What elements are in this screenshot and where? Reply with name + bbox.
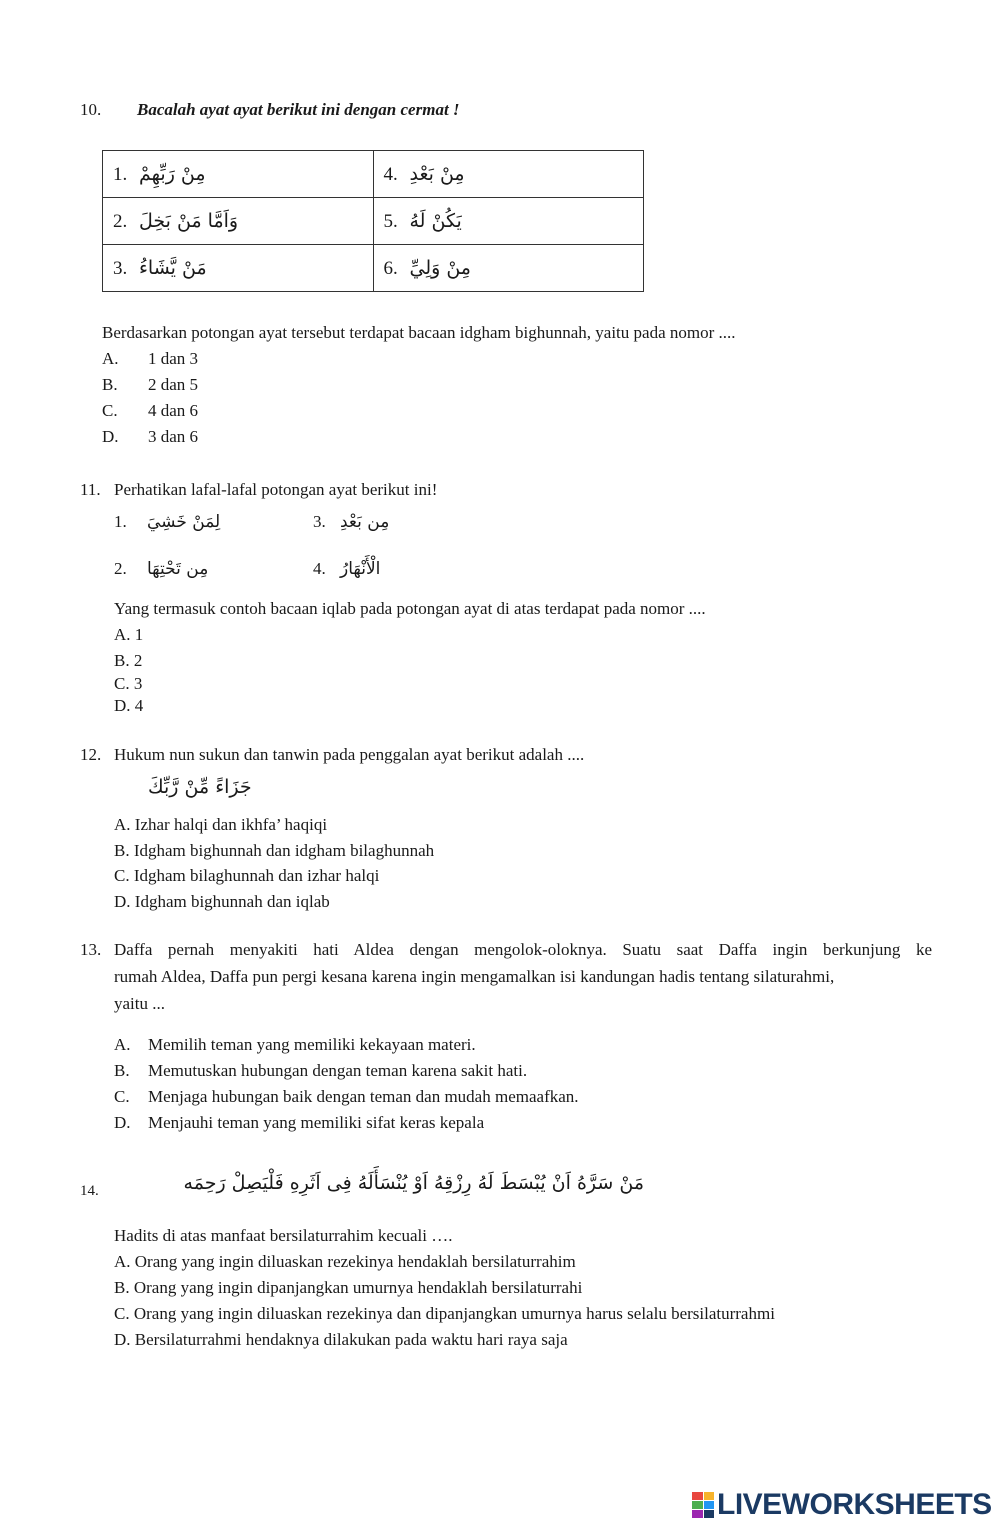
q10-option-b[interactable] — [102, 375, 198, 395]
option-text: Menjaga hubungan baik dengan teman dan mudah memaafkan. — [148, 1087, 579, 1106]
option-letter: B. — [114, 1061, 130, 1080]
table-cell — [373, 151, 644, 198]
cell-number: 2. — [113, 210, 128, 232]
q11-prompt: Perhatikan lafal-lafal potongan ayat berikut ini! — [114, 480, 438, 499]
cell-arabic: مَنْ يَّشَاءُ — [139, 256, 207, 279]
item-number: 2. — [114, 559, 127, 578]
item-arabic: مِن بَعْدِ — [340, 512, 390, 532]
q12-option-c[interactable]: C. Idgham bilaghunnah dan izhar halqi — [114, 866, 380, 885]
q14-option-d[interactable]: D. Bersilaturrahmi hendaknya dilakukan pada waktu hari raya saja — [114, 1330, 568, 1349]
logo-block — [692, 1492, 703, 1500]
q13-option-c[interactable] — [114, 1087, 579, 1107]
table-cell — [103, 198, 374, 245]
q12-prompt: Hukum nun sukun dan tanwin pada penggalan ayat berikut adalah .... — [114, 745, 585, 764]
q12-arabic: جَزَاءً مِّنْ رَّبِّكَ — [148, 776, 252, 798]
cell-number: 1. — [113, 163, 128, 185]
cell-arabic: مِنْ بَعْدِ — [409, 162, 465, 185]
option-text: 3 dan 6 — [148, 427, 199, 446]
item-arabic: لِمَنْ خَشِيَ — [147, 512, 221, 532]
cell-arabic: وَاَمَّا مَنْ بَخِلَ — [139, 209, 239, 232]
q14-number: 14. — [80, 1183, 99, 1199]
logo-block — [704, 1501, 715, 1509]
option-text: Memutuskan hubungan dengan teman karena sakit hati. — [148, 1061, 528, 1080]
item-number: 3. — [313, 512, 326, 531]
liveworksheets-logo[interactable] — [692, 1487, 992, 1523]
table-cell — [373, 245, 644, 292]
q10-option-c[interactable] — [102, 401, 198, 421]
q10-arabic-table — [102, 150, 644, 292]
table-row — [103, 245, 644, 292]
q14-option-b[interactable]: B. Orang yang ingin dipanjangkan umurnya hendaklah bersilaturrahi — [114, 1278, 583, 1297]
cell-number: 3. — [113, 257, 128, 279]
q13-number: 13. — [80, 940, 102, 959]
q10-question: Berdasarkan potongan ayat tersebut terdapat bacaan idgham bighunnah, yaitu pada nomor .... — [102, 323, 736, 342]
option-letter: C. — [114, 1087, 130, 1106]
q12-number: 12. — [80, 745, 102, 764]
cell-number: 6. — [383, 257, 398, 279]
option-text: Memilih teman yang memiliki kekayaan materi. — [148, 1035, 476, 1054]
q13-line-3: yaitu ... — [114, 994, 165, 1013]
q12-option-d[interactable]: D. Idgham bighunnah dan iqlab — [114, 892, 330, 911]
q11-number: 11. — [80, 480, 101, 499]
q12-option-a[interactable]: A. Izhar halqi dan ikhfa’ haqiqi — [114, 815, 328, 834]
q13-line-2: rumah Aldea, Daffa pun pergi kesana karena ingin mengamalkan isi kandungan hadis tentang silaturahmi, — [114, 967, 835, 986]
liveworksheets-logo-icon — [692, 1492, 714, 1518]
q14-option-c[interactable]: C. Orang yang ingin diluaskan rezekinya dan dipanjangkan umurnya harus selalu bersilaturrahmi — [114, 1304, 775, 1323]
q14-question: Hadits di atas manfaat bersilaturrahim kecuali …. — [114, 1226, 453, 1245]
cell-number: 5. — [383, 210, 398, 232]
logo-block — [692, 1501, 703, 1509]
option-letter: A. — [102, 349, 119, 368]
q11-option-d[interactable]: D. 4 — [114, 696, 144, 715]
q10-option-d[interactable] — [102, 427, 198, 447]
option-text: Menjauhi teman yang memiliki sifat keras kepala — [148, 1113, 485, 1132]
option-letter: A. — [114, 1035, 131, 1054]
cell-arabic: يَكُنْ لَهُ — [409, 209, 462, 232]
q13-option-b[interactable] — [114, 1061, 527, 1081]
option-letter: D. — [102, 427, 119, 446]
table-cell — [373, 198, 644, 245]
q11-option-b[interactable]: B. 2 — [114, 651, 143, 670]
logo-text: LIVEWORKSHEETS — [717, 1488, 992, 1521]
item-arabic: الْأَنْهَارُ — [340, 559, 381, 579]
option-text: 4 dan 6 — [148, 401, 199, 420]
item-arabic: مِن تَحْتِهَا — [147, 559, 209, 579]
q14-option-a[interactable]: A. Orang yang ingin diluaskan rezekinya hendaklah bersilaturrahim — [114, 1252, 576, 1271]
cell-number: 4. — [383, 163, 398, 185]
q11-item-1 — [114, 512, 220, 532]
cell-arabic: مِنْ رَبِّهِمْ — [139, 162, 206, 185]
q11-question: Yang termasuk contoh bacaan iqlab pada potongan ayat di atas terdapat pada nomor .... — [114, 599, 706, 618]
q10-option-a[interactable] — [102, 349, 198, 369]
logo-block — [692, 1510, 703, 1518]
cell-arabic: مِنْ وَلِيِّ — [409, 256, 471, 279]
option-letter: B. — [102, 375, 118, 394]
q11-item-3 — [313, 512, 389, 532]
q14-arabic: مَنْ سَرَّهُ اَنْ يُبْسَطَ لَهُ رِزْقِهُ اَوْ يُنْسَأَلَهُ فِى اَثَرِهِ فَلْيَصِلْ رَحِمَه — [183, 1172, 644, 1194]
table-cell — [103, 151, 374, 198]
option-letter: D. — [114, 1113, 131, 1132]
item-number: 4. — [313, 559, 326, 578]
option-letter: C. — [102, 401, 118, 420]
q13-line-1: Daffa pernah menyakiti hati Aldea dengan mengolok-oloknya. Suatu saat Daffa ingin berkunjung ke — [114, 940, 932, 959]
logo-block — [704, 1510, 715, 1518]
q13-option-d[interactable] — [114, 1113, 484, 1133]
q13-option-a[interactable] — [114, 1035, 476, 1055]
q11-item-4 — [313, 559, 380, 579]
option-text: 2 dan 5 — [148, 375, 199, 394]
q10-number: 10. — [80, 100, 102, 119]
item-number: 1. — [114, 512, 127, 531]
logo-block — [704, 1492, 715, 1500]
q10-instruction: Bacalah ayat ayat berikut ini dengan cermat ! — [137, 100, 460, 119]
q12-option-b[interactable]: B. Idgham bighunnah dan idgham bilaghunnah — [114, 841, 435, 860]
table-row — [103, 198, 644, 245]
table-cell — [103, 245, 374, 292]
q11-item-2 — [114, 559, 208, 579]
q11-option-a[interactable]: A. 1 — [114, 625, 144, 644]
q11-option-c[interactable]: C. 3 — [114, 674, 143, 693]
option-text: 1 dan 3 — [148, 349, 199, 368]
table-row — [103, 151, 644, 198]
